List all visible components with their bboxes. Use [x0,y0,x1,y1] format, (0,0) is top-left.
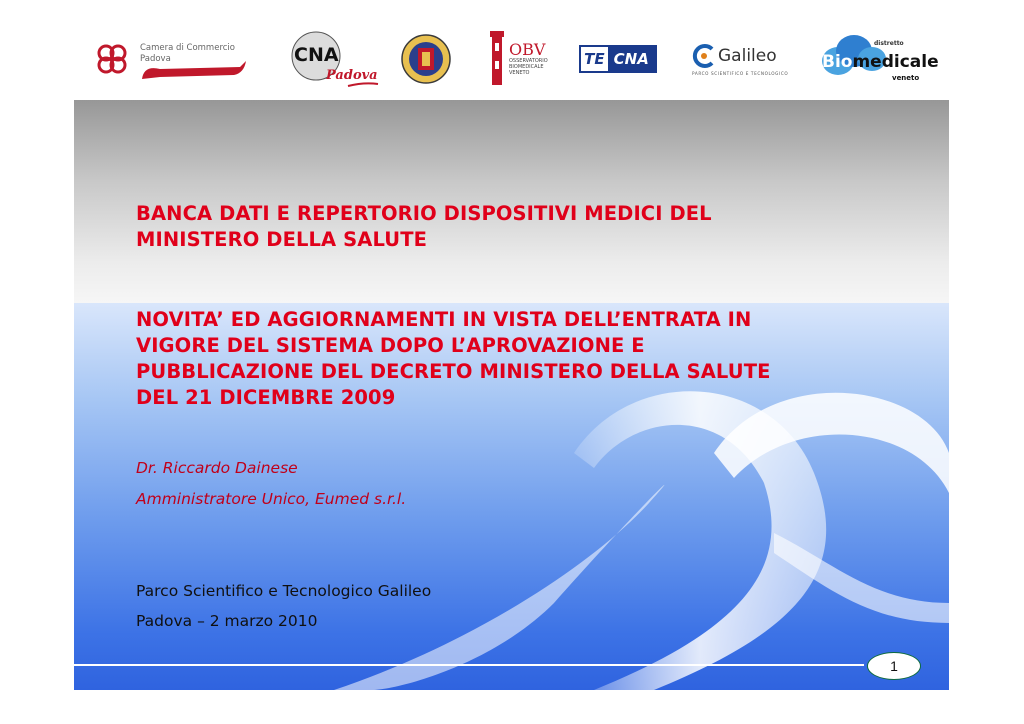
cna-padova-logo [286,28,381,90]
author-role: Amministratore Unico, Eumed s.r.l. [136,490,407,508]
venue: Parco Scientifico e Tecnologico Galileo [136,582,432,600]
camera-commercio-logo [92,28,252,90]
te-cna-left: TE [581,47,607,71]
biomedicale-bio: Bio [822,52,853,72]
cna-padova-main: CNA [294,44,339,66]
cciaa-knot-icon [92,39,132,79]
subtitle-line1: NOVITA’ ED AGGIORNAMENTI IN VISTA DELL’ENTRATA IN [136,308,752,331]
biomedicale-top: distretto [874,40,904,47]
galileo-name: Galileo [718,45,777,66]
footer-divider [74,664,864,666]
te-cna-right: CNA [608,47,655,71]
obv-logo [488,28,554,90]
obv-main: OBV [509,40,546,59]
biomedicale-veneto: veneto [892,74,920,82]
main-title-line2: MINISTERO DELLA SALUTE [136,228,428,251]
biomedicale-medicale: medicale [852,52,939,72]
slide [74,0,949,690]
cna-padova-sub: Padova [326,68,378,83]
galileo-sub: PARCO SCIENTIFICO E TECNOLOGICO [692,70,789,76]
biomedicale-logo [814,28,939,90]
main-title-line1: BANCA DATI E REPERTORIO DISPOSITIVI MEDICI DEL [136,202,712,225]
galileo-g-icon [692,43,716,69]
obv-tower-icon [488,31,506,87]
galileo-logo [692,28,792,90]
date: Padova – 2 marzo 2010 [136,612,318,630]
subtitle [136,307,876,411]
te-cna-logo [574,28,662,90]
subtitle-line3: PUBBLICAZIONE DEL DECRETO MINISTERO DELLA SALUTE [136,360,771,383]
main-title [136,201,856,253]
camera-commercio-line1: Camera di Commercio [140,43,235,53]
obv-sub2: BIOMEDICALE [509,64,544,70]
university-seal-logo [400,28,452,90]
page-number: 1 [867,652,921,680]
obv-sub3: VENETO [509,70,530,76]
subtitle-line4: DEL 21 DICEMBRE 2009 [136,386,396,409]
author-name: Dr. Riccardo Dainese [136,459,298,477]
subtitle-line2: VIGORE DEL SISTEMA DOPO L’APROVAZIONE E [136,334,645,357]
logo-bar [74,0,949,100]
university-seal-icon [401,34,451,84]
obv-sub1: OSSERVATORIO [509,58,548,64]
camera-commercio-line2: Padova [140,54,171,64]
camera-swoosh-icon [140,37,248,81]
